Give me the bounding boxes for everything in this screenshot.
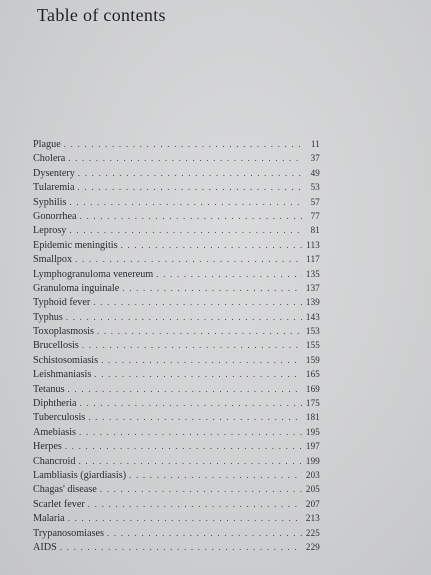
toc-entry — [33, 195, 320, 209]
toc-entry-page: 139 — [305, 297, 320, 308]
toc-entry — [33, 425, 320, 439]
toc-entry — [33, 238, 320, 252]
toc-entry-page: 195 — [305, 426, 320, 437]
dot-leader — [100, 482, 302, 496]
toc-entry-page: 165 — [305, 369, 320, 380]
toc-entry-title: Malaria — [33, 513, 65, 525]
toc-entry-title: Chancroid — [33, 455, 76, 467]
toc-entry-title: Tularemia — [33, 182, 75, 194]
toc-entry — [33, 338, 320, 352]
toc-entry-page: 213 — [305, 513, 320, 524]
dot-leader — [94, 367, 302, 381]
toc-entry — [33, 526, 320, 540]
toc-entry-page: 57 — [310, 196, 320, 207]
toc-entry — [33, 151, 320, 165]
dot-leader — [129, 468, 302, 482]
toc-entry-title: Granuloma inguinale — [33, 282, 120, 294]
dot-leader — [69, 223, 302, 237]
page-title: Table of contents — [37, 5, 166, 25]
toc-entry — [33, 468, 320, 482]
toc-entry-page: 169 — [305, 383, 320, 394]
toc-entry — [33, 410, 320, 424]
toc-entry-title: Schistosomiasis — [33, 354, 99, 366]
toc-entry-page: 81 — [310, 225, 320, 236]
toc-entry — [33, 353, 320, 367]
dot-leader — [68, 382, 302, 396]
toc-entry — [33, 252, 320, 266]
toc-entry-page: 225 — [305, 527, 320, 538]
toc-entry — [33, 295, 320, 309]
dot-leader — [122, 281, 302, 295]
toc-entry — [33, 454, 320, 468]
toc-entry — [33, 281, 320, 295]
toc-entry-title: Leishmaniasis — [33, 369, 92, 381]
toc-entry-page: 113 — [306, 239, 320, 250]
toc-entry-title: AIDS — [33, 541, 57, 553]
toc-entry-title: Leprosy — [33, 225, 67, 237]
toc-entry — [33, 511, 320, 525]
toc-entry-page: 37 — [310, 153, 320, 164]
toc-entry-page: 117 — [306, 254, 320, 265]
toc-entry — [33, 540, 320, 554]
dot-leader — [121, 238, 302, 252]
toc-entry-page: 203 — [305, 469, 320, 480]
toc-entry-page: 77 — [310, 210, 320, 221]
toc-entry-title: Scarlet fever — [33, 498, 85, 510]
dot-leader — [68, 151, 302, 165]
dot-leader — [66, 310, 302, 324]
toc-entry-title: Tetanus — [33, 383, 65, 395]
dot-leader — [78, 166, 302, 180]
dot-leader — [156, 267, 302, 281]
dot-leader — [75, 252, 302, 266]
dot-leader — [93, 295, 302, 309]
toc-entry-title: Diphtheria — [33, 398, 77, 410]
toc-entry-page: 53 — [310, 182, 320, 193]
toc-entry-page: 11 — [310, 139, 320, 149]
toc-entry — [33, 382, 320, 396]
toc-entry — [33, 180, 320, 194]
toc-entry — [33, 439, 320, 453]
dot-leader — [64, 137, 302, 151]
toc-entry-page: 143 — [305, 311, 320, 322]
toc-entry — [33, 267, 320, 281]
toc-entry-title: Toxoplasmosis — [33, 326, 94, 338]
dot-leader — [80, 396, 302, 410]
toc-entry-title: Dysentery — [33, 167, 75, 179]
dot-leader — [78, 180, 302, 194]
toc-entry-page: 199 — [305, 455, 320, 466]
toc-entry-page: 153 — [305, 326, 320, 337]
toc-entry-title: Typhoid fever — [33, 297, 91, 309]
toc-entry-page: 207 — [305, 498, 320, 509]
dot-leader — [78, 454, 301, 468]
dot-leader — [82, 338, 302, 352]
toc-entry — [33, 166, 320, 180]
dot-leader — [68, 511, 302, 525]
toc-entry — [33, 137, 320, 151]
toc-entry — [33, 310, 320, 324]
dot-leader — [80, 209, 302, 223]
toc-entry-title: Lymphogranuloma venereum — [33, 268, 154, 280]
toc-entry-page: 49 — [310, 167, 320, 178]
toc-entry-title: Tuberculosis — [33, 412, 86, 424]
dot-leader — [88, 410, 302, 424]
toc-entry-title: Gonorrhea — [33, 210, 77, 222]
toc-entry-page: 181 — [305, 412, 320, 423]
toc-entry-page: 205 — [305, 484, 320, 495]
toc-entry — [33, 367, 320, 381]
toc-entry-title: Typhus — [33, 311, 63, 323]
dot-leader — [107, 526, 302, 540]
toc-entry — [33, 482, 320, 496]
toc-entry-title: Chagas' disease — [33, 484, 97, 496]
toc-entry-title: Epidemic meningitis — [33, 239, 118, 251]
toc-entry-page: 137 — [305, 282, 320, 293]
dot-leader — [88, 497, 302, 511]
toc-entry-title: Trypanosomiases — [33, 527, 104, 539]
toc-entry-title: Cholera — [33, 153, 66, 165]
toc-entry-page: 229 — [305, 541, 320, 552]
dot-leader — [60, 540, 302, 554]
toc-entry-title: Herpes — [33, 441, 62, 453]
toc-entry — [33, 209, 320, 223]
dot-leader — [101, 353, 302, 367]
toc-entry-title: Amebiasis — [33, 426, 77, 438]
dot-leader — [79, 425, 302, 439]
dot-leader — [65, 439, 302, 453]
toc-entry — [33, 396, 320, 410]
toc-entry-title: Plague — [33, 139, 61, 150]
toc-entry-page: 197 — [305, 441, 320, 452]
toc-entry-page: 175 — [305, 398, 320, 409]
toc-entry — [33, 324, 320, 338]
toc-entry-title: Smallpox — [33, 254, 73, 266]
toc-entry — [33, 223, 320, 237]
toc-entry-title: Syphilis — [33, 196, 67, 208]
table-of-contents — [33, 137, 320, 554]
toc-entry-page: 159 — [305, 354, 320, 365]
toc-entry-title: Brucellosis — [33, 340, 79, 352]
dot-leader — [69, 195, 302, 209]
dot-leader — [97, 324, 302, 338]
toc-entry-page: 155 — [305, 340, 320, 351]
toc-entry-page: 135 — [305, 268, 320, 279]
toc-entry-title: Lambliasis (giardiasis) — [33, 469, 127, 481]
toc-entry — [33, 497, 320, 511]
